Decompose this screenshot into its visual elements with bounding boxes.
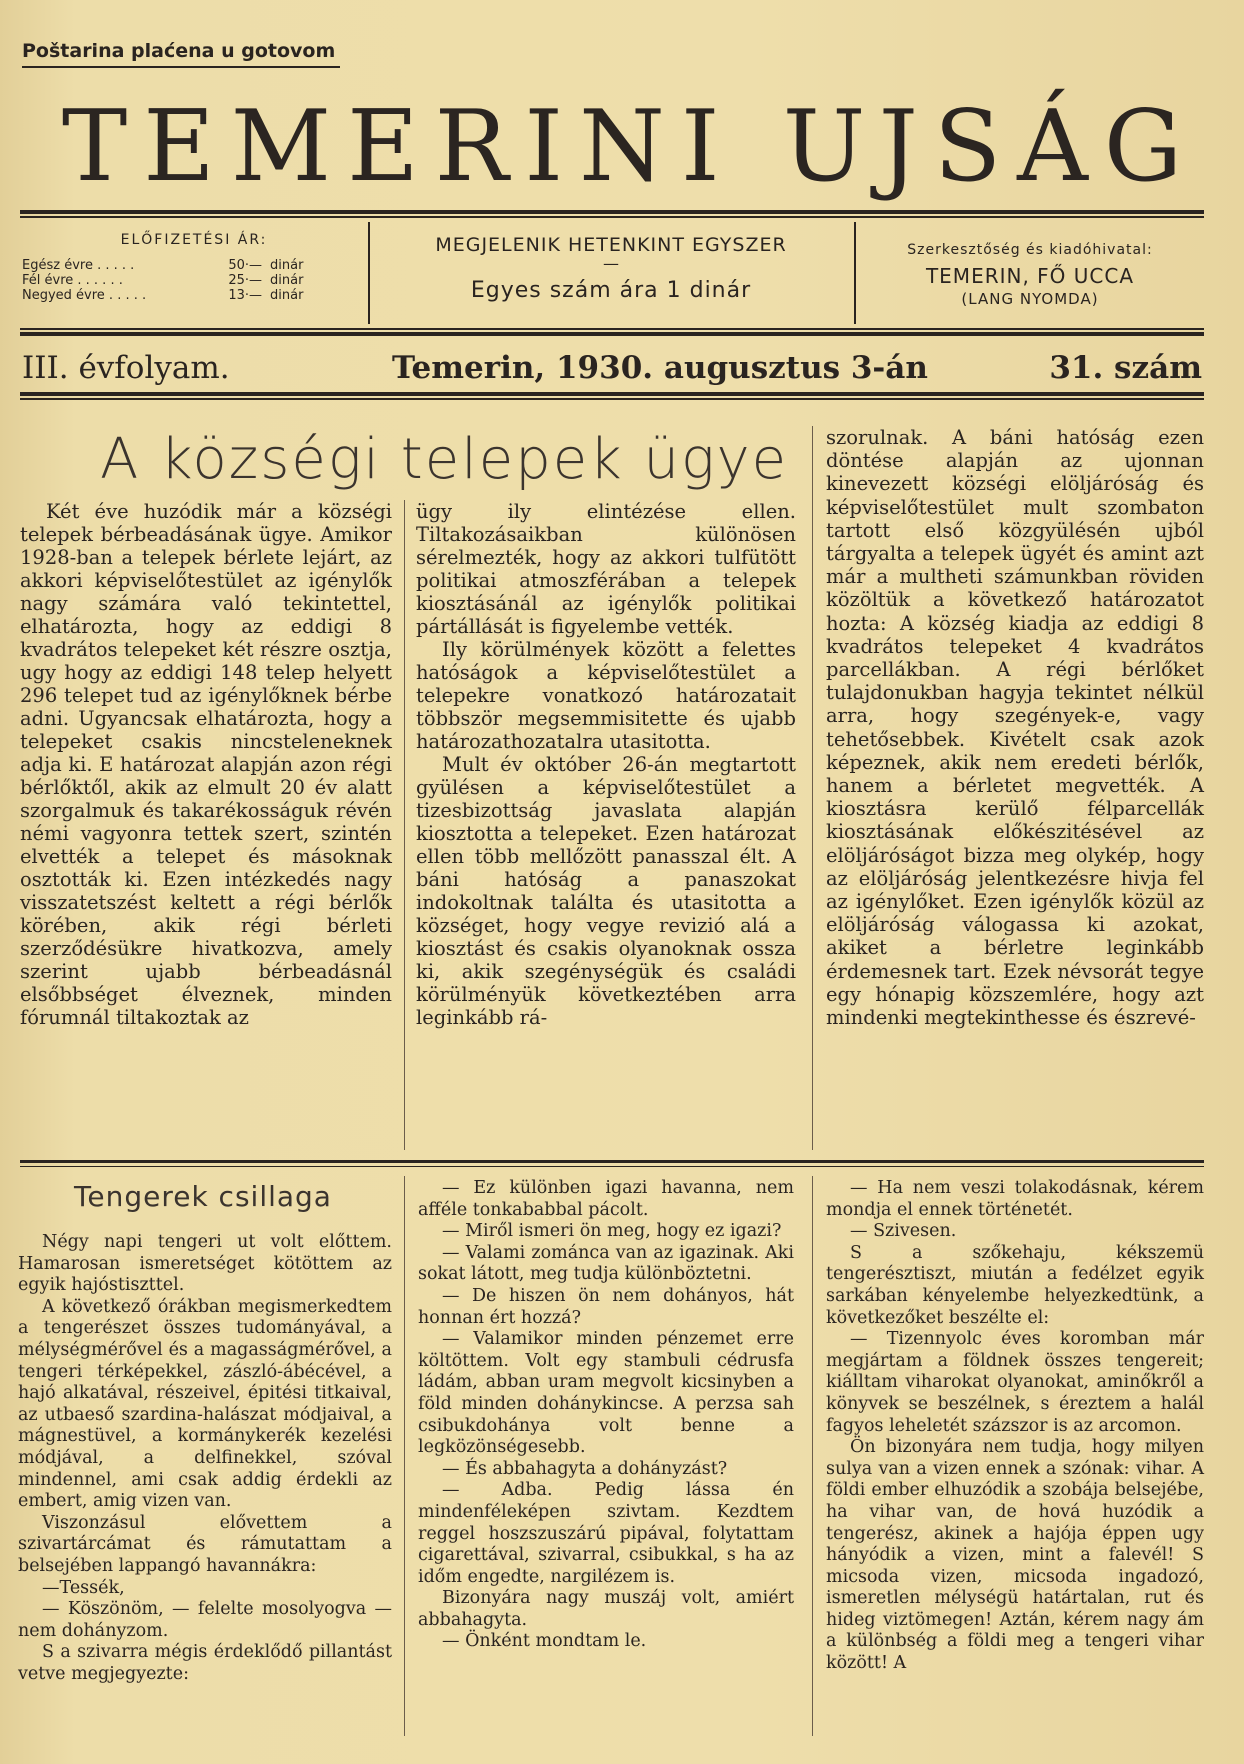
column-separator (404, 1176, 405, 1736)
story-paragraph: S a szivarra mégis érdeklődő pillantást vetve megjegyezte: (18, 1642, 392, 1684)
story-paragraph: S a szőkehaju, kékszemü tengerésztiszt, miután a fedélzet egyik sarkában kényelembe helyezkedtünk, a következőket beszélte el: (826, 1242, 1204, 1328)
masthead-rule-top-thin (20, 216, 1204, 218)
volume-label: III. évfolyam. (22, 350, 230, 386)
price-row (20, 288, 368, 303)
price-row-amount: 13·— (228, 288, 262, 303)
article-paragraph: Ily körülmények között a felettes hatóságok a képviselőtestület a telepekre vonatkozó határozatait többször megsemmisitette és ujabb határozathozatalra utasitotta. (416, 638, 796, 753)
price-row-label: Negyed évre . . . . . (22, 288, 147, 303)
story-paragraph: — Önként mondtam le. (442, 1631, 647, 1652)
price-row-label: Fél évre . . . . . . (22, 273, 123, 288)
column-separator (404, 500, 405, 1150)
subscription-heading: ELŐFIZETÉSI ÁR: (120, 232, 268, 248)
article-column-2 (416, 500, 796, 1029)
single-issue-price: Egyes szám ára 1 dinár (470, 278, 752, 303)
dateline-rule-thin (20, 398, 1204, 400)
article-paragraph: ügy ily elintézése ellen. Tiltakozásaikban különösen sérelmezték, hogy az akkori tulfütött politikai atmoszférában a telepek kiosztásánál az igénylők politikai pártállását is figyelembe vették. (416, 500, 796, 638)
price-row-currency: dinár (270, 273, 304, 288)
story-paragraph: — Miről ismeri ön meg, hogy ez igazi? (442, 1221, 782, 1242)
frequency-dash: — (603, 254, 619, 273)
article-paragraph: szorulnak. A báni hatóság ezen döntése alapján az ujonnan kinevezett községi elöljáróság és képviselőtestület mult szombaton tartott első közgyülésén ujból tárgyalta a telepek ügyét és amint azt már a multheti számunkban röviden közöltük a következő határozatot hozta: A község kiadja az eddigi 8 kvadrátos telepeket 4 kvadrátos parcellákban. A régi bérlőket tulajdonukban hagyja tekintet nélkül arra, hogy szegények-e, vagy tehetősebbek. Kivételt csak azok képeznek, akik nem eredeti bérlők, hanem a bérletet megvették. A kiosztásra kerülő félparcellák kiosztásának előkészitésével az elöljáróságot bizza meg olykép, hogy az elöljáróság jelentkezésre hivja fel az igénylőket. Ezen igénylők közül az elöljáróság válogassa ki azokat, akiket a bérletre leginkább érdemesnek tart. Ezek névsorát tegye egy hónapig közszemlére, hogy azt mindenki megtekinthesse és észrevé- (826, 426, 1204, 1030)
article-paragraph: Két éve huzódik már a községi telepek bérbeadásának ügye. Amikor 1928-ban a telepek bérlete lejárt, az akkori képviselőtestület az igénylők nagy számára való tekintettel, elhatározta, hogy az eddigi 8 kvadrátos telepeket két részre osztja, ugy hogy az eddigi 148 telep helyett 296 telepet tud az igénylőknek bérbe adni. Ugyancsak elhatározta, hogy a telepeket csakis nincsteleneknek adja ki. E határozat alapján azon régi bérlőktől, akik az elmult 20 év alatt szorgalmuk és takarékosságuk révén némi vagyonra tettek szert, szintén elvették a telepet és másoknak osztották ki. Ezen intézkedés nagy visszatetszést keltett a régi bérlők körében, akik régi bérleti szerződésükre hivatkozva, amely szerint ujabb bérbeadásnál elsőbbséget élveznek, minden fórumnál tiltakoztak az (20, 500, 392, 1029)
story-paragraph: — És abbahagyta a dohányzást? (442, 1458, 728, 1479)
price-row (20, 258, 368, 273)
column-separator (812, 426, 813, 1150)
story-paragraph: Bizonyára nagy muszáj volt, amiért abbahagyta. (418, 1588, 794, 1630)
price-row-currency: dinár (270, 288, 304, 303)
story-column-3 (826, 1178, 1204, 1675)
story-paragraph: Négy napi tengeri ut volt előttem. Hamarosan ismeretséget kötöttem az egyik hajóstiszttel. (18, 1232, 392, 1296)
story-paragraph: — Adba. Pedig lássa én mindenféleképen szivtam. Kezdtem reggel hoszszuszárú pipával, folytattam cigarettával, szivarral, csibukkal, s ha az időm engedte, nargilézem is. (418, 1480, 794, 1587)
newspaper-title: TEMERINI UJSÁG (61, 90, 1199, 204)
story-paragraph: — Valami zománca van az igazinak. Aki sokat látott, meg tudja különböztetni. (418, 1242, 794, 1285)
article-divider-thin (20, 1166, 1204, 1167)
story-paragraph: — Ez különben igazi havanna, nem afféle tonkababbal pácolt. (418, 1178, 794, 1220)
price-row-currency: dinár (270, 258, 304, 273)
issue-number: 31. szám (1049, 350, 1202, 386)
story-column-2 (418, 1178, 794, 1653)
article-paragraph: Mult év október 26-án megtartott gyülésen a képviselőtestület a tizesbizottság javaslata alapján kiosztotta a telepeket. Ezen határozat ellen több mellőzött panasszal élt. A báni hatóság a panaszokat indokoltnak találta és utasitotta a községet, hogy vegye revizió alá a kiosztást és csakis olyanoknak ossza ki, akik szegénységük és családi körülményük következtében arra leginkább rá- (416, 753, 796, 1029)
story-title: Tengerek csillaga (74, 1180, 332, 1213)
postal-note: Poštarina plaćena u gotovom (22, 40, 340, 68)
article-headline: A községi telepek ügye (100, 427, 789, 492)
column-separator (812, 1176, 813, 1736)
dateline-rule (20, 392, 1204, 396)
story-paragraph: — De hiszen ön nem dohányos, hát honnan ért hozzá? (418, 1285, 794, 1328)
info-rule-bottom (20, 332, 1204, 336)
story-paragraph: — Ha nem veszi tolakodásnak, kérem mondja el ennek történetét. (826, 1178, 1204, 1220)
story-paragraph: —Tessék, (42, 1577, 125, 1598)
story-paragraph: — Tizennyolc éves koromban már megjártam a földnek összes tengereit; kiálltam viharokat olyanokat, aminőkről a könyvek se beszélnek, s éreztem a halál fagyos leheletét százszor is az arcomon. (826, 1329, 1204, 1436)
article-column-1 (20, 500, 392, 1029)
price-row-label: Egész évre . . . . . (22, 258, 135, 273)
price-row (20, 273, 368, 288)
issue-date: Temerin, 1930. augusztus 3-án (392, 350, 928, 386)
office-box (856, 222, 1204, 324)
price-row-amount: 50·— (228, 258, 262, 273)
publication-box (370, 222, 852, 324)
price-row-amount: 25·— (228, 273, 262, 288)
story-paragraph: — Köszönöm, — felelte mosolyogva — nem dohányzom. (18, 1599, 392, 1641)
story-paragraph: A következő órákban megismerkedtem a tengerészet összes tudományával, a mélységmérővel és a magasságmérővel, a tengeri térképekkel, zászló-ábécével, a hajó alkatával, részeivel, épitési titkaival, az utbaeső szardina-halászat módjaival, a mágnestüvel, a kormánykerék kezelési módjával, a delfinekkel, szóval mindennel, ami csak addig érdekli az embert, amig vizen van. (18, 1296, 392, 1512)
story-paragraph: — Szivesen. (850, 1221, 957, 1242)
frequency-text: MEGJELENIK HETENKINT EGYSZER (435, 234, 787, 256)
story-paragraph: Viszonzásul elővettem a szivartárcámat és rámutattam a belsejében lappangó havannákra: (18, 1512, 392, 1576)
story-paragraph: Ön bizonyára nem tudja, hogy milyen sulya van a vizen ennek a szónak: vihar. A földi ember elhuzódik a szobája belsejébe, ha vihar van, de hová huzódik a tengerész, akinek a hajója éppen ugy hányódik a vizen, mint a falevél! S micsoda vizen, micsoda ingadozó, ismeretlen mélységü határtalan, rut és hideg viztömegen! Aztán, kérem nagy ám a különbség a földi meg a tengeri vihar között! A (826, 1437, 1204, 1674)
office-address: TEMERIN, FŐ UCCA (925, 264, 1135, 288)
story-paragraph: — Valamikor minden pénzemet erre költöttem. Volt egy stambuli cédrusfa ládám, abban uram megvolt kicsinyben a föld minden dohánykincse. A perzsa sah csibukdohánya volt benne a legközönségesebb. (418, 1329, 794, 1458)
office-printer: (LANG NYOMDA) (961, 290, 1099, 308)
info-rule-bottom-thin (20, 328, 1204, 330)
subscription-box (20, 222, 368, 324)
story-column-1 (18, 1232, 392, 1685)
article-divider (20, 1160, 1204, 1163)
article-column-3 (826, 426, 1204, 1029)
office-label: Szerkesztőség és kiadóhivatal: (907, 242, 1153, 258)
masthead-rule-top (20, 210, 1204, 214)
